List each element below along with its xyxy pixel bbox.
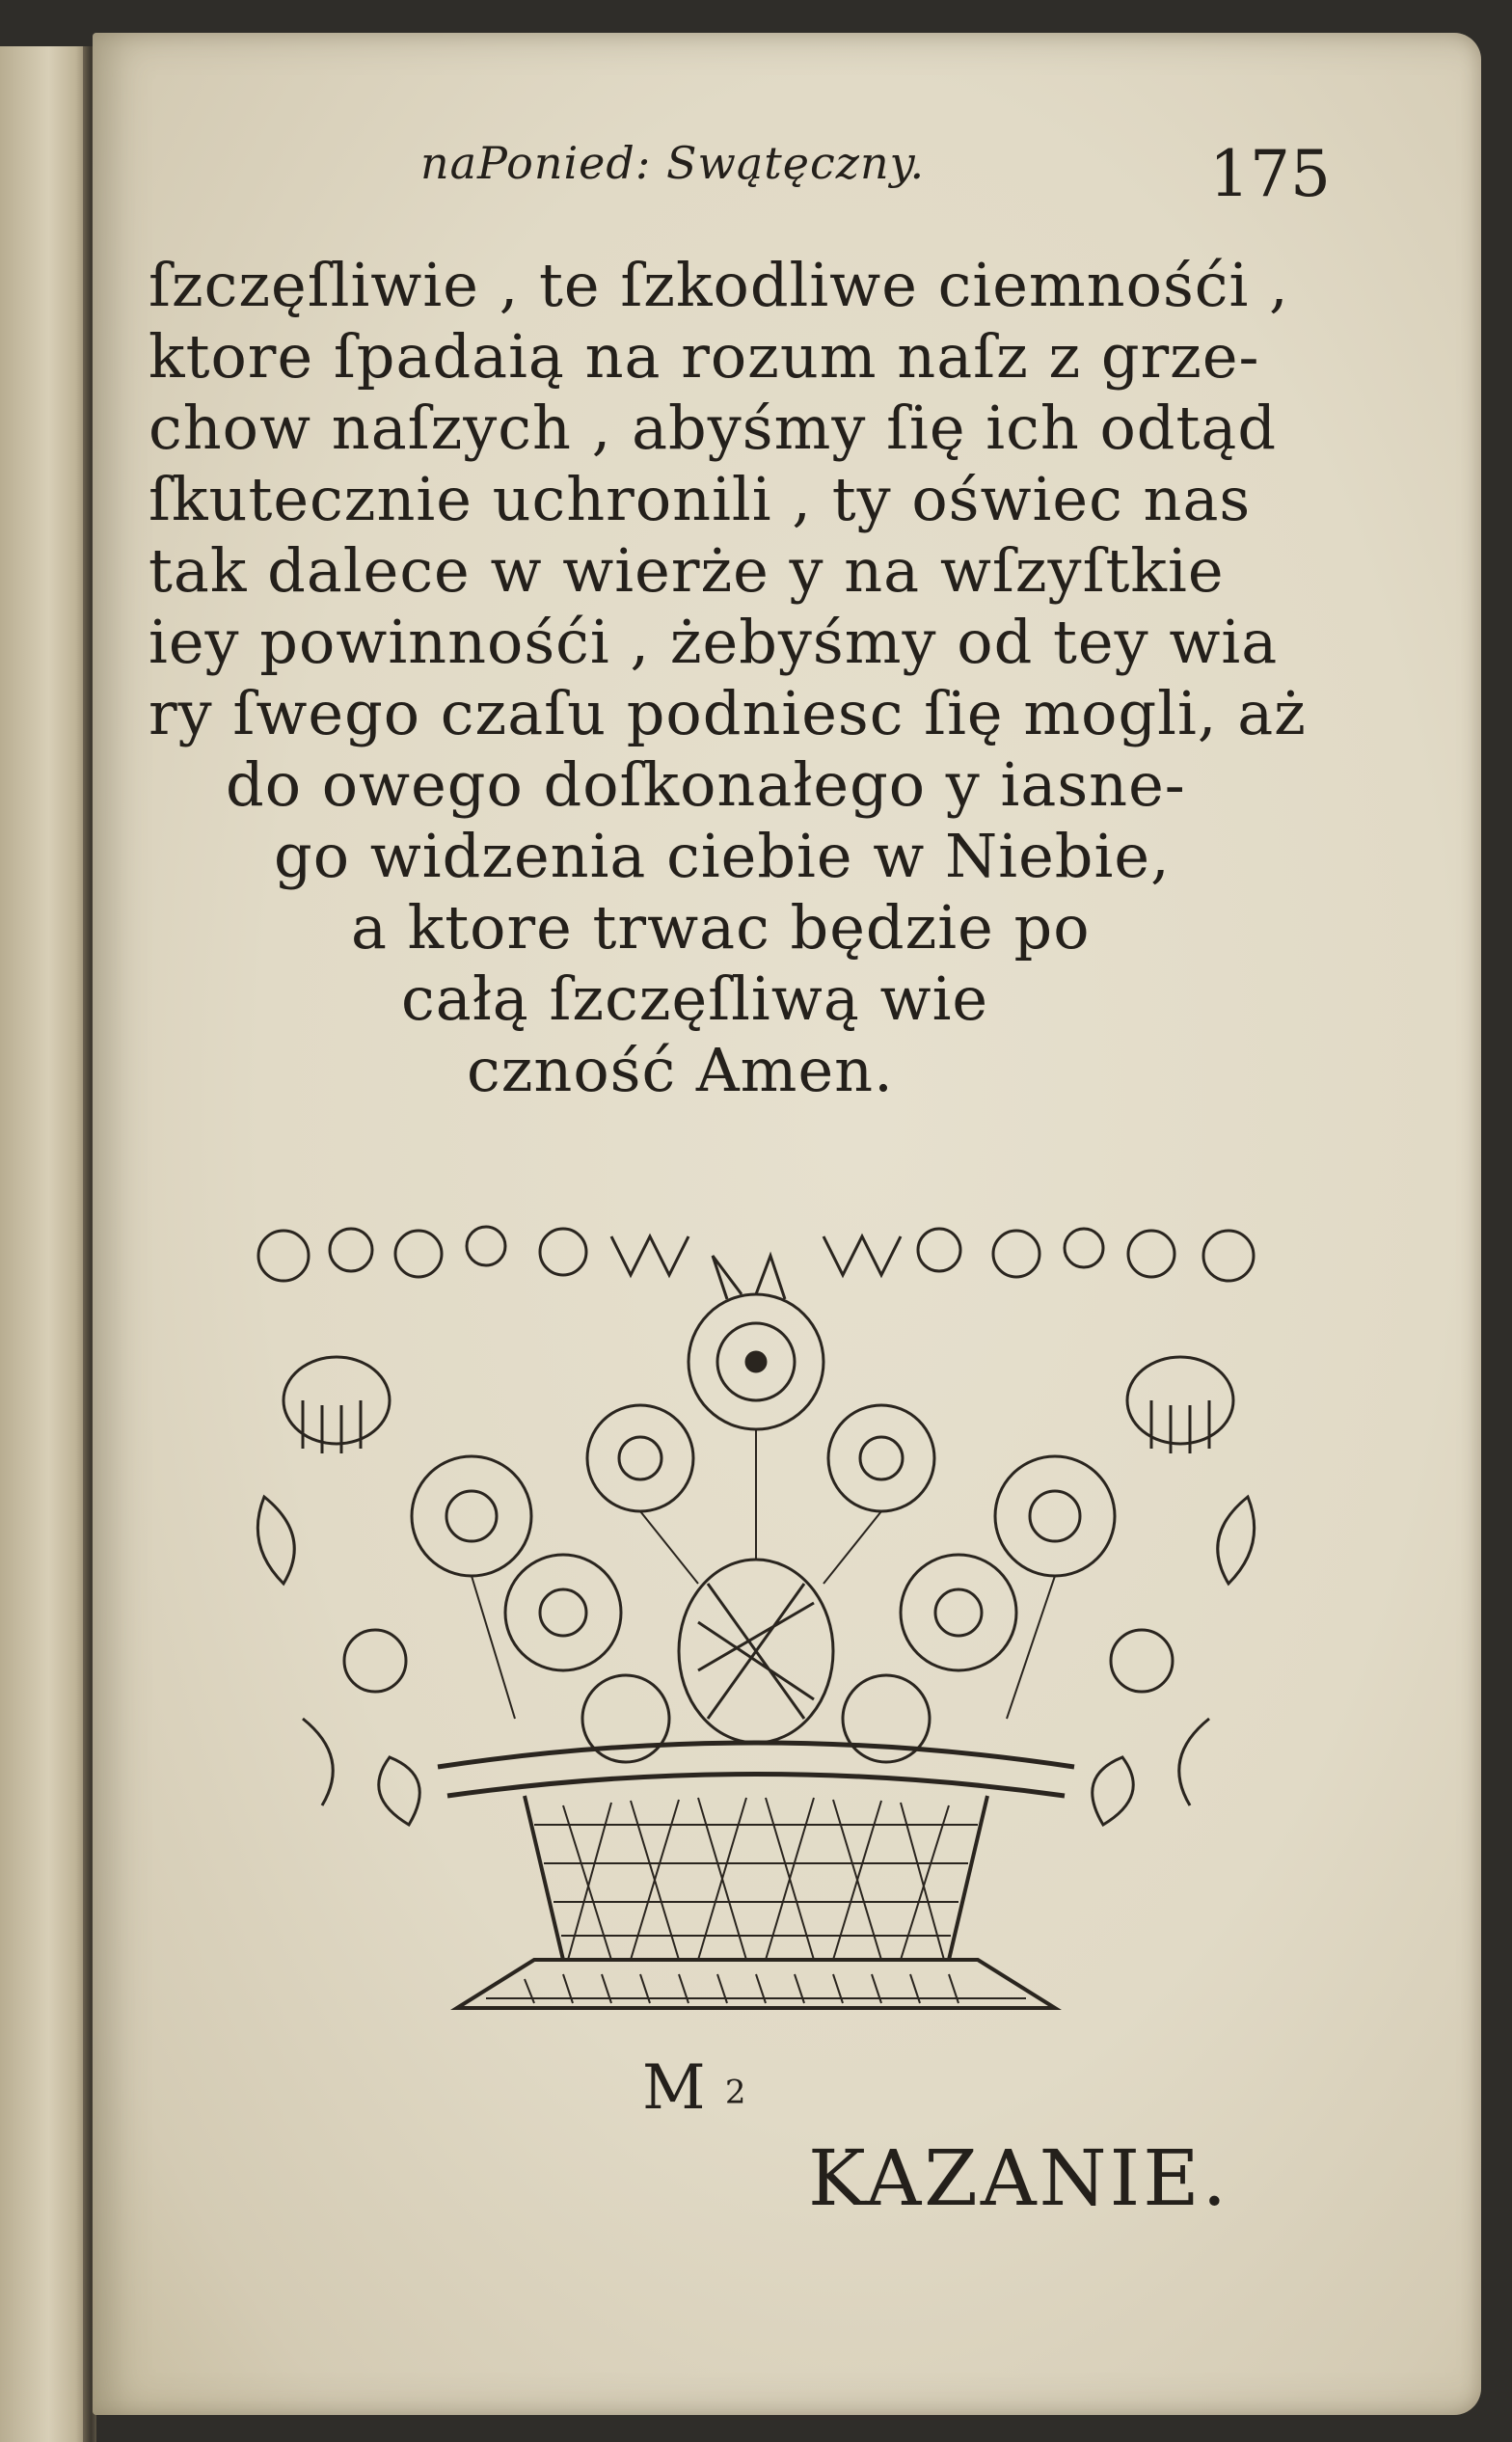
text-line: iey powinnośći , żebyśmy od tey wia: [148, 607, 1279, 677]
signature-mark: [642, 2052, 746, 2124]
running-head-title: naPonied: Swątęczny.: [420, 137, 926, 189]
flower-border-icon: [258, 1227, 1254, 1281]
flower-basket-woodcut-icon: [245, 1217, 1269, 2027]
text-line: tak dalece w wierże y na wſzyſtkie: [148, 535, 1225, 606]
facing-page-edge: [0, 46, 89, 2442]
signature-number: 2: [724, 2073, 746, 2112]
book-page: [93, 33, 1481, 2415]
text-line: go widzenia ciebie w Niebie,: [274, 821, 1171, 891]
signature-letter: M: [642, 2052, 706, 2124]
text-line: całą ſzczęſliwą wie: [401, 963, 989, 1034]
text-line: ſkutecznie uchronili , ty oświec nas: [148, 464, 1252, 534]
page-number: 175: [1209, 137, 1331, 211]
text-line: czność Amen.: [467, 1035, 894, 1105]
text-line: do owego doſkonałego y iasne-: [226, 749, 1186, 820]
text-line: chow naſzych , abyśmy ſię ich odtąd: [148, 393, 1278, 463]
text-line: ry ſwego czaſu podniesc ſię mogli, aż: [148, 678, 1307, 748]
body-text: [148, 176, 1306, 1121]
text-line: ſzczęſliwie , te ſzkodliwe ciemnośći ,: [148, 250, 1289, 320]
text-line: a ktore trwac będzie po: [351, 892, 1091, 963]
text-line: ktore ſpadaią na rozum naſz z grze-: [148, 321, 1260, 392]
catchword: KAZANIE.: [808, 2133, 1230, 2223]
